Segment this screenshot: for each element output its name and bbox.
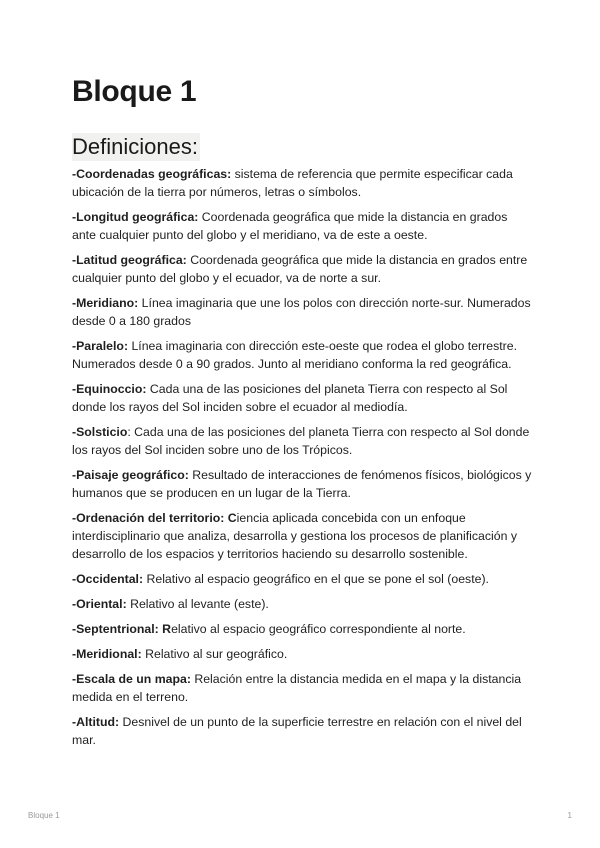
definition-term: -Escala de un mapa: — [72, 672, 191, 686]
definition-text: sistema de referencia que permite especificar cada ubicación de la tierra por números, letras o símbolos. — [72, 167, 513, 199]
definition-term: -Occidental: — [72, 572, 144, 586]
page-number: 1 — [567, 811, 572, 820]
section-heading: Definiciones: — [72, 134, 198, 159]
definition-text: Resultado de interacciones de fenómenos físicos, biológicos y humanos que se producen en un lugar de la Tierra. — [72, 468, 532, 500]
definition-text: : Cada una de las posiciones del planeta Tierra con respecto al Sol donde los rayos del Sol inciden sobre uno de los Trópicos. — [72, 425, 530, 457]
footer-title: Bloque 1 — [28, 811, 60, 820]
definition-term: -Equinoccio: — [72, 382, 147, 396]
definition-item — [72, 570, 532, 588]
definition-text: Relativo al espacio geográfico en el que se pone el sol (oeste). — [143, 572, 489, 586]
definition-term: -Altitud: — [72, 715, 120, 729]
definition-term: -Meridiano: — [72, 296, 139, 310]
definition-term: -Meridional: — [72, 647, 142, 661]
definition-term: -Septentrional: R — [72, 622, 172, 636]
definition-item — [72, 509, 532, 563]
definition-item — [72, 713, 532, 749]
definition-text: elativo al espacio geográfico correspondiente al norte. — [171, 622, 466, 636]
definition-text: Línea imaginaria con dirección este-oeste que rodea el globo terrestre. Numerados desde 0 a 90 grados. Junto al meridiano conforma la red geográfica. — [72, 339, 517, 371]
definition-item — [72, 208, 532, 244]
definition-item — [72, 251, 532, 287]
definition-item — [72, 645, 532, 663]
definition-text: Coordenada geográfica que mide la distancia en grados entre cualquier punto del globo y el ecuador, va de norte a sur. — [72, 253, 528, 285]
definition-item — [72, 165, 532, 201]
page-title: Bloque 1 — [72, 75, 197, 108]
definition-text: Relación entre la distancia medida en el mapa y la distancia medida en el terreno. — [72, 672, 522, 704]
definition-term: -Coordenadas geográficas: — [72, 167, 232, 181]
definition-text: Relativo al sur geográfico. — [141, 647, 288, 661]
definitions-list — [72, 165, 532, 756]
definition-term: -Paisaje geográfico: — [72, 468, 189, 482]
definition-text: Relativo al levante (este). — [126, 597, 269, 611]
definition-term: -Solsticio — [72, 425, 128, 439]
definition-item — [72, 337, 532, 373]
definition-item — [72, 620, 532, 638]
definition-term: -Ordenación del territorio: C — [72, 511, 237, 525]
definition-item — [72, 670, 532, 706]
definition-term: -Paralelo: — [72, 339, 129, 353]
definition-item — [72, 294, 532, 330]
definition-text: Cada una de las posiciones del planeta Tierra con respecto al Sol donde los rayos del Sol inciden sobre el ecuador al mediodía. — [72, 382, 508, 414]
definition-item — [72, 380, 532, 416]
definition-text: Línea imaginaria que une los polos con dirección norte-sur. Numerados desde 0 a 180 grados — [72, 296, 531, 328]
definition-item — [72, 595, 532, 613]
definition-text: Coordenada geográfica que mide la distancia en grados ante cualquier punto del globo y el meridiano, va de este a oeste. — [72, 210, 508, 242]
definition-item — [72, 423, 532, 459]
definition-text: Desnivel de un punto de la superficie terrestre en relación con el nivel del mar. — [72, 715, 522, 747]
definition-term: -Longitud geográfica: — [72, 210, 199, 224]
definition-term: -Latitud geográfica: — [72, 253, 187, 267]
definition-text: iencia aplicada concebida con un enfoque interdisciplinario que analiza, desarrolla y gestiona los procesos de planificación y desarrollo de los espacios y territorios haciendo su desarrollo sostenible. — [72, 511, 517, 561]
definition-item — [72, 466, 532, 502]
definition-term: -Oriental: — [72, 597, 127, 611]
